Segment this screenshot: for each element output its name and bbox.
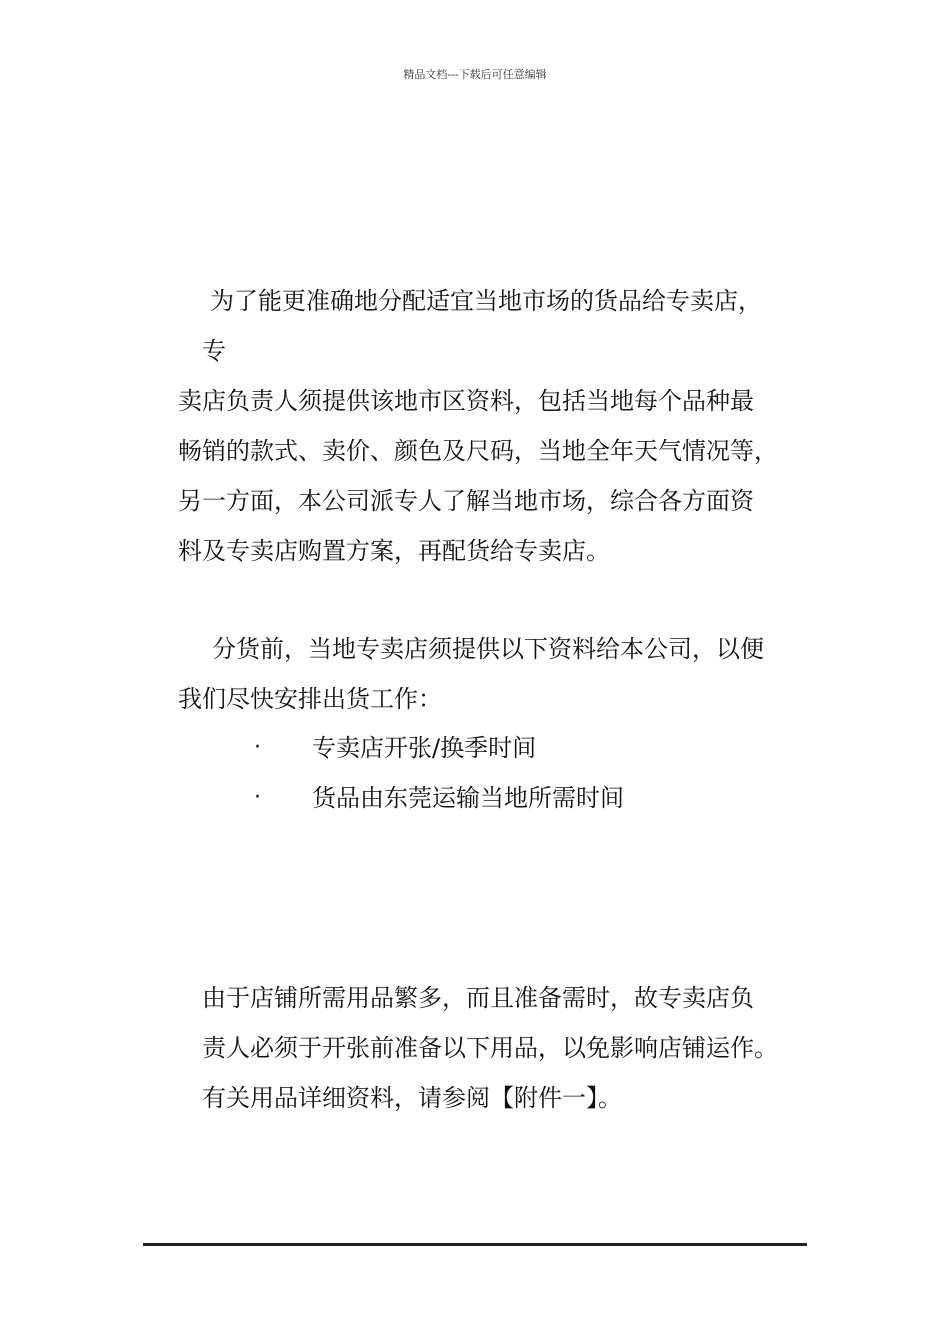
list-item: 货品由东莞运输当地所需时间 [312, 784, 624, 812]
paragraph-1-line-4: 畅销的款式、卖价、颜色及尺码，当地全年天气情况等， [178, 437, 778, 465]
paragraph-3-line-1: 由于店铺所需用品繁多，而且准备需时，故专卖店负 [202, 984, 754, 1012]
paragraph-2-line-2: 我们尽快安排出货工作： [178, 685, 442, 713]
paragraph-1-line-6: 料及专卖店购置方案，再配货给专卖店。 [178, 537, 610, 565]
paragraph-1-line-5: 另一方面，本公司派专人了解当地市场，综合各方面资 [178, 487, 754, 515]
bullet-marker: · [254, 785, 261, 810]
paragraph-3-line-3: 有关用品详细资料，请参阅【附件一】。 [202, 1084, 622, 1112]
paragraph-3-line-2: 责人必须于开张前准备以下用品，以免影响店铺运作。 [202, 1034, 778, 1062]
paragraph-1-line-3: 卖店负责人须提供该地市区资料，包括当地每个品种最 [178, 387, 754, 415]
paragraph-2-line-1: 分货前，当地专卖店须提供以下资料给本公司，以便 [212, 635, 764, 663]
list-item: 专卖店开张/换季时间 [312, 734, 537, 762]
paragraph-1-line-2: 专 [202, 337, 226, 365]
footer-divider [143, 1243, 807, 1246]
paragraph-1-line-1: 为了能更准确地分配适宜当地市场的货品给专卖店， [210, 287, 762, 315]
page-header: 精品文档---下载后可任意编辑 [403, 68, 547, 81]
bullet-marker: · [254, 735, 261, 760]
